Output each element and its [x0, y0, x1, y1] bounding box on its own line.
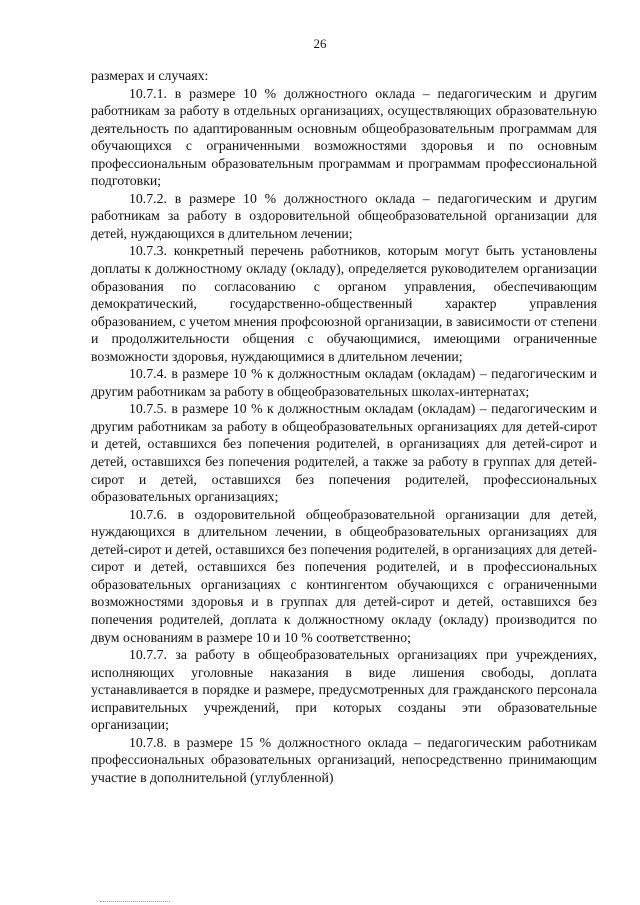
page-number: 26 [313, 36, 327, 51]
paragraph-10-7-5: 10.7.5. в размере 10 % к должностным окладам (окладам) – педагогическим и другим работникам за работу в общеобразовательных организациях для детей-сирот и детей, оставшихся без попечения родителей, в организациях для детей-сирот и детей, оставшихся без попечения родителей, а также за работу в группах для детей-сирот и детей, оставшихся без попечения родителей, профессиональных образовательных организациях; [91, 401, 597, 505]
paragraph-10-7-4: 10.7.4. в размере 10 % к должностным окладам (окладам) – педагогическим и другим работникам за работу в общеобразовательных школах-интернатах; [91, 366, 597, 399]
paragraph-10-7-3: 10.7.3. конкретный перечень работников, которым могут быть установлены доплаты к должностному окладу (окладу), определяется руководителем организации образования по согласованию с органом управления, обеспечивающим демократический, государственно-общественный характер управления образованием, с учетом мнения профсоюзной организации, в зависимости от степени и продолжительности общения с обучающимися, имеющими ограниченные возможности здоровья, нуждающимися в длительном лечении; [91, 243, 597, 364]
paragraph-10-7-6: 10.7.6. в оздоровительной общеобразовательной организации для детей, нуждающихся в длительном лечении, в общеобразовательных организациях для детей-сирот и детей, оставшихся без попечения родителей, в организациях для детей-сирот и детей, оставшихся без попечения родителей, и в профессиональных образовательных организациях с контингентом обучающихся с ограниченными возможностями здоровья и в группах для детей-сирот и детей, оставшихся без попечения родителей, доплата к должностному окладу (окладу) производится по двум основаниям в размере 10 и 10 % соответственно; [91, 506, 597, 645]
paragraph-10-7-1: 10.7.1. в размере 10 % должностного оклада – педагогическим и другим работникам за работу в отдельных организациях, осуществляющих образовательную деятельность по адаптированным основным общеобразовательным программам для обучающихся с ограниченными возможностями здоровья и по основным профессиональным образовательным программам и программам профессиональной подготовки; [91, 85, 597, 189]
paragraph-10-7-8: 10.7.8. в размере 15 % должностного оклада – педагогическим работникам профессиональных образовательных организаций, непосредственно принимающим участие в дополнительной (углубленной) [91, 734, 597, 785]
paragraph-intro: размерах и случаях: [91, 68, 209, 83]
paragraph-10-7-7: 10.7.7. за работу в общеобразовательных организациях при учреждениях, исполняющих уголовные наказания в виде лишения свободы, доплата устанавливается в порядке и размере, предусмотренных для гражданского персонала исправительных учреждений, при которых созданы эти образовательные организации; [91, 647, 597, 733]
document-body [91, 67, 597, 786]
scan-edge-mark [100, 901, 170, 903]
paragraph-10-7-2: 10.7.2. в размере 10 % должностного оклада – педагогическим и другим работникам за работу в оздоровительной общеобразовательной организации для детей, нуждающихся в длительном лечении; [91, 190, 597, 241]
